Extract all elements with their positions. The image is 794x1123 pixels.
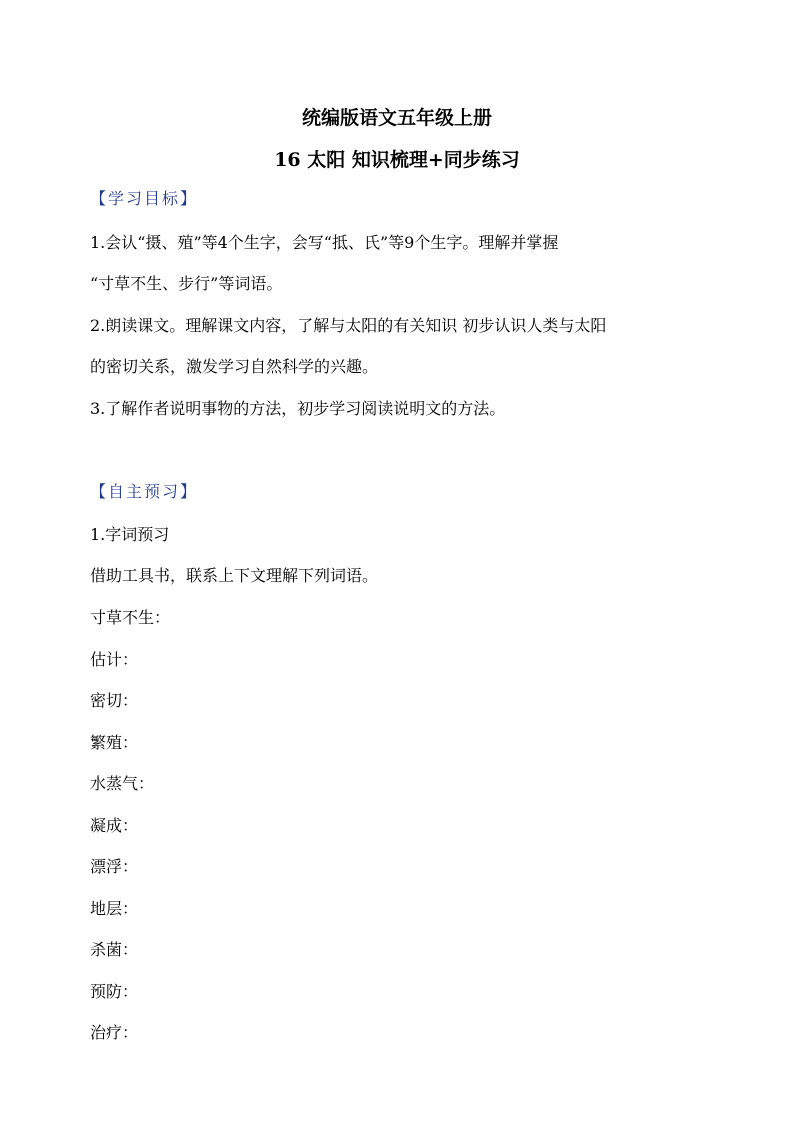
- term-item: 预防：: [90, 982, 139, 1001]
- term-item: 繁殖：: [90, 733, 139, 752]
- term-item: 治疗：: [90, 1023, 139, 1042]
- term-item: 密切：: [90, 691, 139, 710]
- goal-line: 的密切关系，激发学习自然科学的兴趣。: [90, 357, 379, 376]
- term-item: 凝成：: [90, 816, 139, 835]
- term-item: 地层：: [90, 899, 139, 918]
- term-item: 水蒸气：: [90, 774, 155, 793]
- term-item: 漂浮：: [90, 857, 139, 876]
- goal-line: 3.了解作者说明事物的方法，初步学习阅读说明文的方法。: [90, 399, 506, 418]
- goal-line: “寸草不生、步行”等词语。: [90, 274, 283, 293]
- term-item: 杀菌：: [90, 940, 139, 959]
- document-subtitle: 16 太阳 知识梳理+同步练习: [274, 149, 520, 171]
- goal-line: 2.朗读课文。理解课文内容，了解与太阳的有关知识 初步认识人类与太阳: [90, 316, 607, 335]
- preview-instruction: 借助工具书，联系上下文理解下列词语。: [90, 566, 379, 585]
- preview-heading: 【自主预习】: [90, 482, 199, 501]
- preview-section-title: 1.字词预习: [90, 525, 170, 544]
- term-item: 估计：: [90, 650, 139, 669]
- document-title: 统编版语文五年级上册: [301, 107, 492, 129]
- term-item: 寸草不生：: [90, 608, 171, 627]
- goals-heading: 【学习目标】: [90, 189, 199, 208]
- goal-line: 1.会认“摄、殖”等4个生字，会写“抵、氏”等9个生字。理解并掌握: [90, 233, 559, 252]
